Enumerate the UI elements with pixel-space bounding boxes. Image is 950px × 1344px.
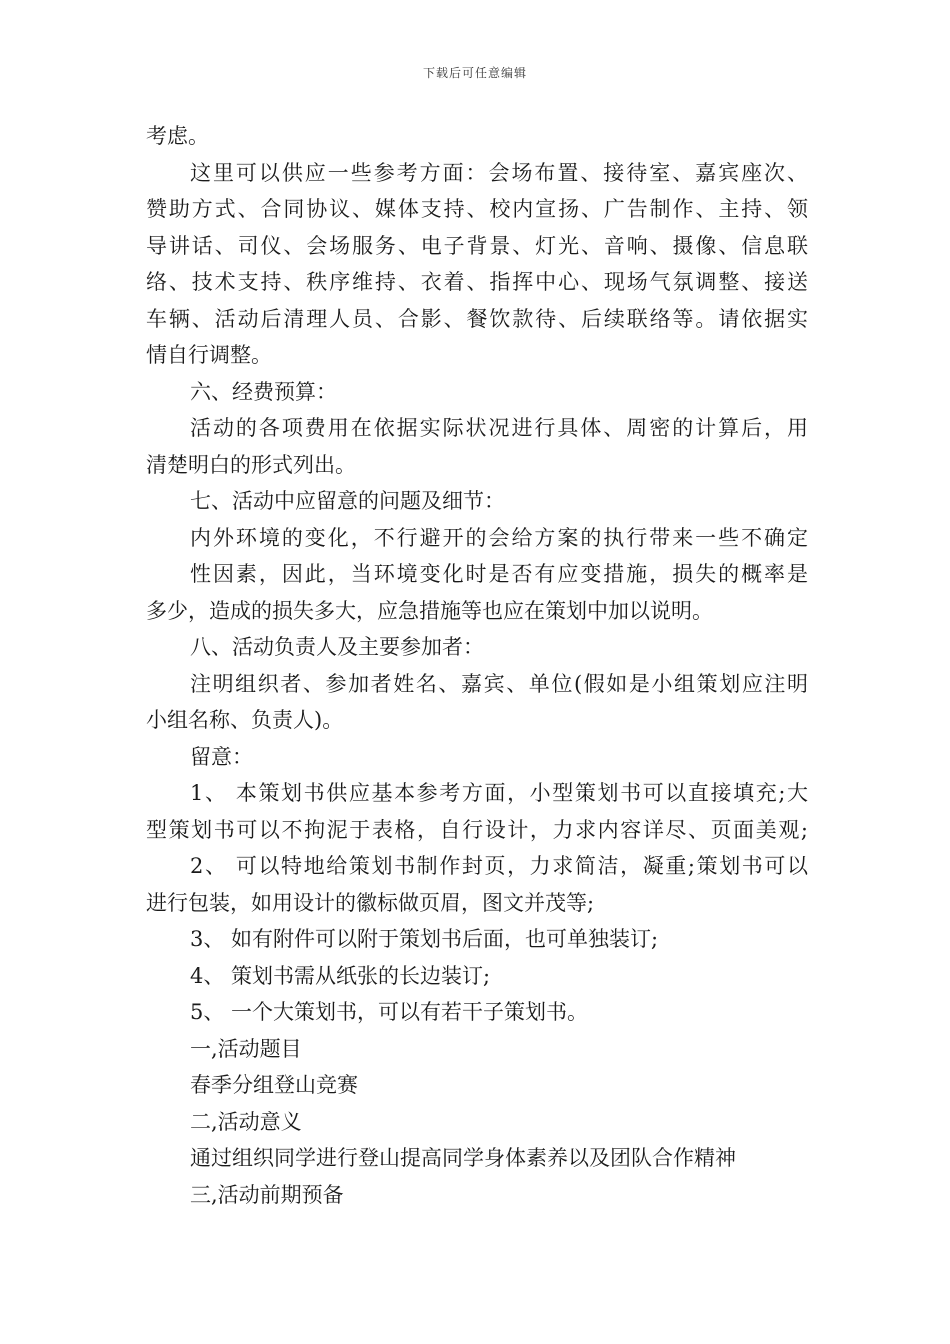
text-line: 六、经费预算：: [190, 379, 337, 404]
text-line: 留意：: [190, 744, 253, 769]
text-line: 络、技术支持、秩序维持、衣着、指挥中心、现场气氛调整、接送: [146, 270, 808, 294]
text-line: 5、 一个大策划书，可以有若干子策划书。: [190, 1000, 589, 1024]
text-line: 八、活动负责人及主要参加者：: [190, 635, 484, 659]
text-line: 一,活动题目: [190, 1036, 302, 1061]
text-line: 活动的各项费用在依据实际状况进行具体、周密的计算后，用: [190, 416, 808, 440]
text-line: 性因素，因此，当环境变化时是否有应变措施，损失的概率是: [190, 562, 808, 586]
text-line: 多少，造成的损失多大，应急措施等也应在策划中加以说明。: [146, 598, 713, 623]
text-line: 导讲话、司仪、会场服务、电子背景、灯光、音响、摄像、信息联: [146, 233, 808, 258]
text-line: 考虑。: [146, 124, 209, 148]
text-line: 赞助方式、合同协议、媒体支持、校内宣扬、广告制作、主持、领: [146, 197, 808, 221]
text-line: 三,活动前期预备: [190, 1182, 344, 1207]
text-line: 型策划书可以不拘泥于表格，自行设计，力求内容详尽、页面美观;: [146, 817, 808, 842]
page-header: 下载后可任意编辑: [422, 66, 527, 80]
text-line: 3、 如有附件可以附于策划书后面，也可单独装订;: [190, 927, 659, 951]
text-line: 进行包装，如用设计的徽标做页眉，图文并茂等;: [146, 890, 595, 915]
text-line: 清楚明白的形式列出。: [146, 452, 356, 477]
text-line: 这里可以供应一些参考方面：会场布置、接待室、嘉宾座次、: [190, 160, 808, 185]
text-line: 内外环境的变化，不行避开的会给方案的执行带来一些不确定: [190, 525, 808, 550]
text-line: 4、 策划书需从纸张的长边装订;: [190, 963, 491, 988]
document-body: [146, 118, 808, 1213]
text-line: 通过组织同学进行登山提高同学身体素养以及团队合作精神: [190, 1146, 736, 1170]
text-line: 情自行调整。: [146, 343, 272, 367]
text-line: 注明组织者、参加者姓名、嘉宾、单位(假如是小组策划应注明: [190, 671, 808, 696]
text-line: 1、 本策划书供应基本参考方面，小型策划书可以直接填充;大: [190, 781, 808, 805]
text-line: 2、 可以特地给策划书制作封页，力求简洁，凝重;策划书可以: [190, 854, 808, 878]
text-line: 七、活动中应留意的问题及细节：: [190, 489, 505, 513]
text-line: 车辆、活动后清理人员、合影、餐饮款待、后续联络等。请依据实: [146, 306, 808, 331]
text-line: 小组名称、负责人)。: [146, 708, 344, 732]
text-line: 二,活动意义: [190, 1109, 302, 1134]
text-line: 春季分组登山竞赛: [190, 1073, 358, 1097]
